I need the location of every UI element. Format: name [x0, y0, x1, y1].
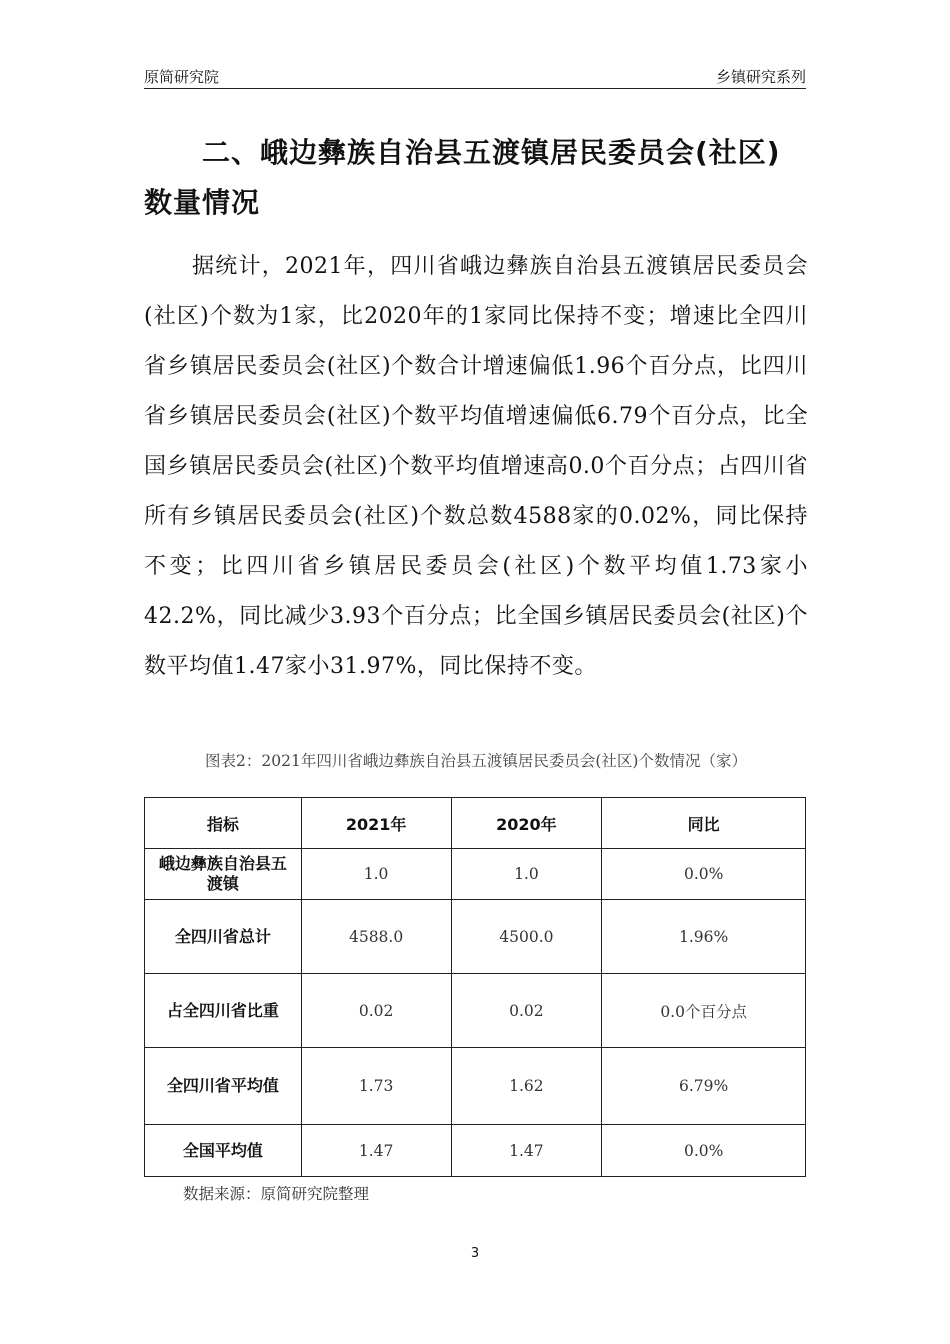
table-row [145, 974, 806, 1048]
table-row [145, 849, 806, 900]
table-row [145, 1048, 806, 1125]
header-series-name: 乡镇研究系列 [715, 68, 806, 86]
cell-2020: 1.47 [451, 1125, 602, 1177]
cell-2020: 1.0 [451, 849, 602, 900]
row-label: 全四川省总计 [145, 900, 302, 974]
cell-yoy: 0.0个百分点 [602, 974, 806, 1048]
body-paragraph: 据统计，2021年，四川省峨边彝族自治县五渡镇居民委员会(社区)个数为1家，比2020年的1家同比保持不变；增速比全四川省乡镇居民委员会(社区)个数合计增速偏低1.96个百分点，比四川省乡镇居民委员会(社区)个数平均值增速偏低6.79个百分点，比全国乡镇居民委员会(社区)个数平均值增速高0.0个百分点；占四川省所有乡镇居民委员会(社区)个数总数4588家的0.02%，同比保持不变；比四川省乡镇居民委员会(社区)个数平均值1.73家小42.2%，同比减少3.93个百分点；比全国乡镇居民委员会(社区)个数平均值1.47家小31.97%，同比保持不变。 [144, 254, 808, 679]
row-label: 全国平均值 [145, 1125, 302, 1177]
row-label: 占全四川省比重 [145, 974, 302, 1048]
table-row [145, 900, 806, 974]
header-divider [144, 88, 806, 89]
cell-2020: 4500.0 [451, 900, 602, 974]
cell-yoy: 0.0% [602, 849, 806, 900]
row-label: 全四川省平均值 [145, 1048, 302, 1125]
page-header [144, 66, 806, 90]
cell-yoy: 0.0% [602, 1125, 806, 1177]
cell-2021: 0.02 [301, 974, 451, 1048]
column-header: 同比 [602, 798, 806, 849]
data-table [144, 797, 806, 1177]
table-header-row [145, 798, 806, 849]
column-header: 2020年 [451, 798, 602, 849]
cell-2021: 1.47 [301, 1125, 451, 1177]
cell-2020: 1.62 [451, 1048, 602, 1125]
table-row [145, 1125, 806, 1177]
header-org-name: 原简研究院 [144, 68, 220, 86]
cell-2021: 1.73 [301, 1048, 451, 1125]
row-label: 峨边彝族自治县五渡镇 [145, 849, 302, 900]
cell-2020: 0.02 [451, 974, 602, 1048]
table-caption: 图表2：2021年四川省峨边彝族自治县五渡镇居民委员会(社区)个数情况（家） [205, 752, 747, 770]
section-heading: 二、峨边彝族自治县五渡镇居民委员会(社区)数量情况 [144, 136, 781, 219]
data-source-note: 数据来源：原简研究院整理 [183, 1185, 370, 1203]
cell-yoy: 6.79% [602, 1048, 806, 1125]
column-header: 指标 [145, 798, 302, 849]
cell-yoy: 1.96% [602, 900, 806, 974]
column-header: 2021年 [301, 798, 451, 849]
page-number: 3 [470, 1246, 480, 1261]
cell-2021: 4588.0 [301, 900, 451, 974]
cell-2021: 1.0 [301, 849, 451, 900]
